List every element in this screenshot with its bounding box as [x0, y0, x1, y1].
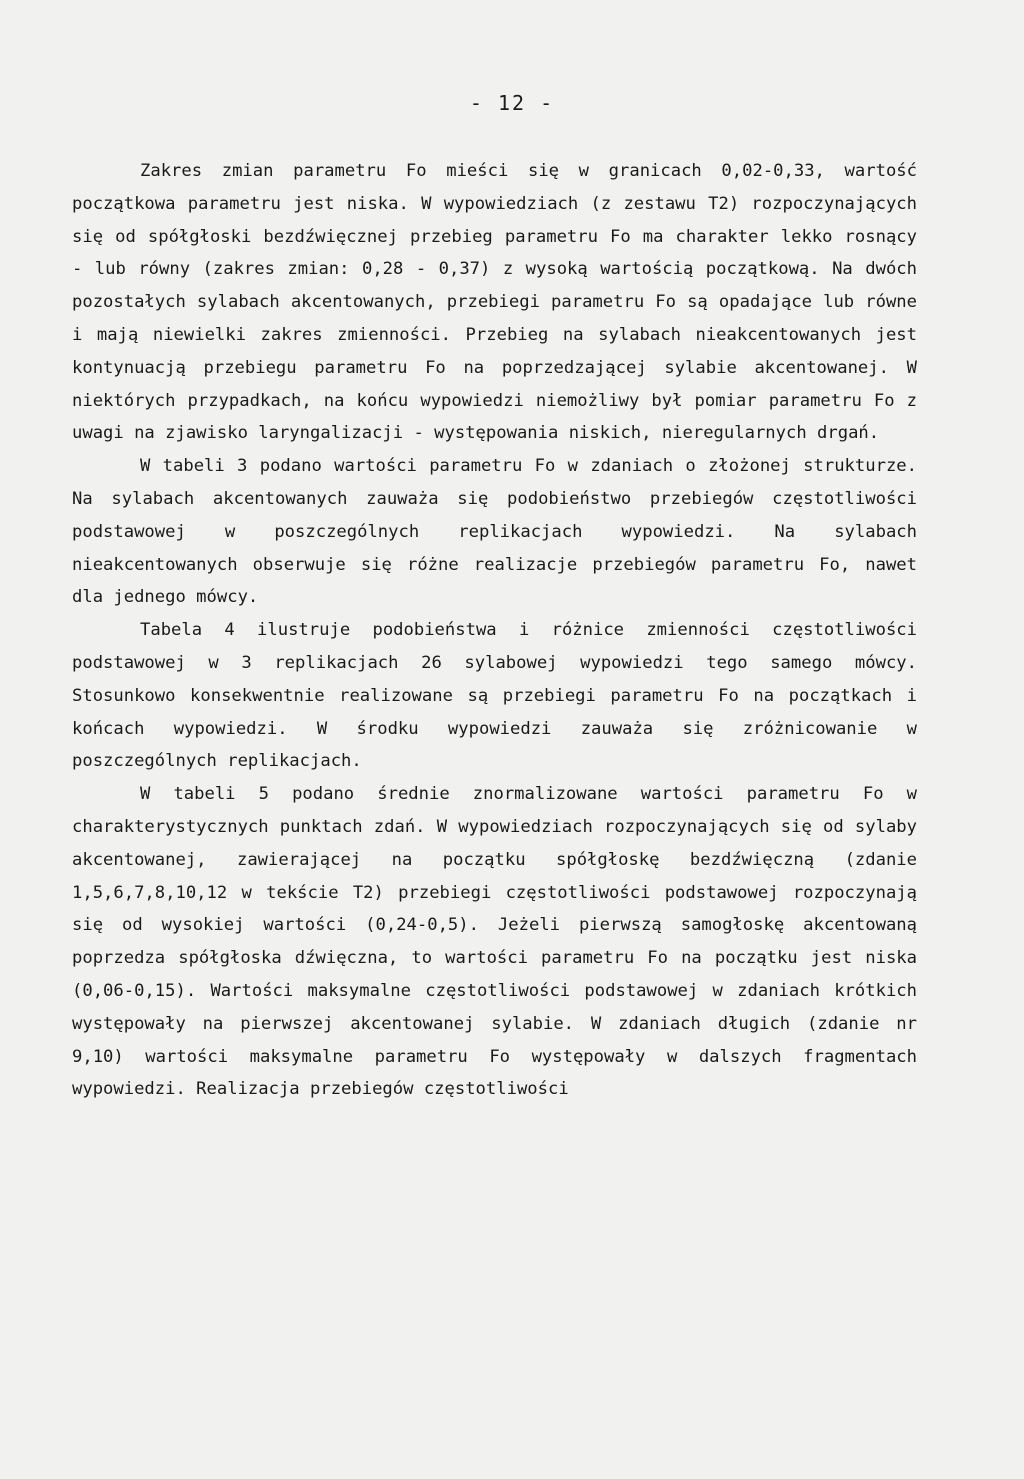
- page-number: - 12 -: [469, 91, 555, 115]
- paragraph-table-3: W tabeli 3 podano wartości parametru Fo w zdaniach o złożonej strukturze. Na sylabach akcentowanych zauważa się podobieństwo przebiegów częstotliwości podstawowej w poszczególnych replikacjach wypowiedzi. Na sylabach nieakcentowanych obserwuje się różne realizacje przebiegów parametru Fo, nawet dla jednego mówcy.: [72, 456, 917, 608]
- paragraph-table-4: Tabela 4 ilustruje podobieństwa i różnice zmienności częstotliwości podstawowej w 3 replikacjach 26 sylabowej wypowiedzi tego samego mówcy. Stosunkowo konsekwentnie realizowane są przebiegi parametru Fo na początkach i końcach wypowiedzi. W środku wypowiedzi zauważa się zróżnicowanie w poszczególnych replikacjach.: [72, 620, 917, 772]
- body-text: [72, 155, 917, 1106]
- paragraph-table-5: W tabeli 5 podano średnie znormalizowane wartości parametru Fo w charakterystycznych punktach zdań. W wypowiedziach rozpoczynających się od sylaby akcentowanej, zawierającej na początku spółgłoskę bezdźwięczną (zdanie 1,5,6,7,8,10,12 w tekście T2) przebiegi częstotliwości podstawowej rozpoczynają się od wysokiej wartości (0,24-0,5). Jeżeli pierwszą samogłoskę akcentowaną poprzedza spółgłoska dźwięczna, to wartości parametru Fo na początku jest niska (0,06-0,15). Wartości maksymalne częstotliwości podstawowej w zdaniach krótkich występowały na pierwszej akcentowanej sylabie. W zdaniach długich (zdanie nr 9,10) wartości maksymalne parametru Fo występowały w dalszych fragmentach wypowiedzi. Realizacja przebiegów częstotliwości: [72, 784, 917, 1100]
- paragraph-fo-range: Zakres zmian parametru Fo mieści się w granicach 0,02-0,33, wartość początkowa parametru jest niska. W wypowiedziach (z zestawu T2) rozpoczynających się od spółgłoski bezdźwięcznej przebieg parametru Fo ma charakter lekko rosnący - lub równy (zakres zmian: 0,28 - 0,37) z wysoką wartością początkową. Na dwóch pozostałych sylabach akcentowanych, przebiegi parametru Fo są opadające lub równe i mają niewielki zakres zmienności. Przebieg na sylabach nieakcentowanych jest kontynuacją przebiegu parametru Fo na poprzedzającej sylabie akcentowanej. W niektórych przypadkach, na końcu wypowiedzi niemożliwy był pomiar parametru Fo z uwagi na zjawisko laryngalizacji - występowania niskich, nieregularnych drgań.: [72, 161, 917, 444]
